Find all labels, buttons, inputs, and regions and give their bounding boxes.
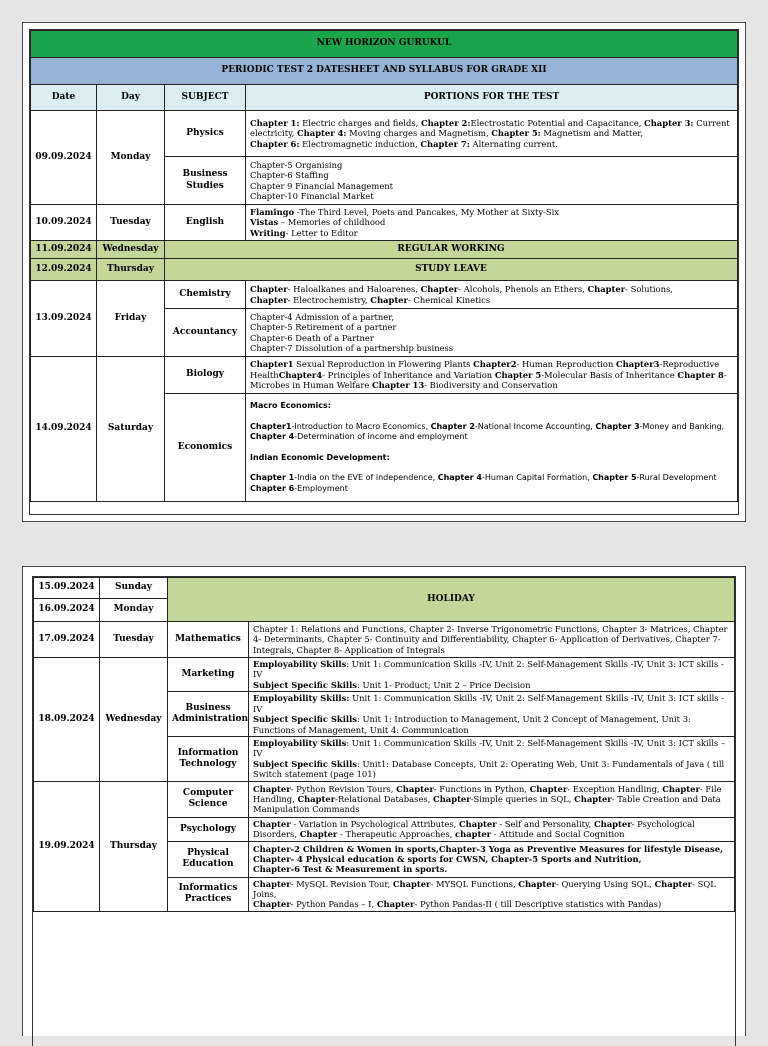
- table-row: [34, 658, 735, 692]
- row-day: Saturday: [97, 357, 165, 502]
- header-subject: SUBJECT: [165, 85, 246, 111]
- table-row: [31, 281, 738, 309]
- table-row: [31, 241, 738, 259]
- subject-biology: Biology: [165, 357, 246, 394]
- table-row: [31, 357, 738, 394]
- table-row: [31, 205, 738, 241]
- row-date: 13.09.2024: [31, 281, 97, 357]
- row-day: Monday: [97, 111, 165, 205]
- portion-physics: Chapter 1: Electric charges and fields, Chapter 2:Electrostatic Potential and Capacitance, Chapter 3: Current electricity, Chapter 4: Moving charges and Magnetism, Chapter 5: Magnetism and Matter, Chapter 6: Electromagnetic induction, Chapter 7: Alternating current.: [246, 111, 738, 157]
- row-day: Monday: [100, 599, 168, 622]
- portion-informatics-practices: Chapter- MySQL Revision Tour, Chapter- MYSQL Functions, Chapter- Querying Using SQL, Chapter- SQL Joins, Chapter- Python Pandas – I, Chapter- Python Pandas-II ( till Descriptive statistics with Pandas): [249, 877, 735, 911]
- note-regular-working: REGULAR WORKING: [165, 241, 738, 259]
- row-date: 17.09.2024: [34, 622, 100, 658]
- portion-chemistry: Chapter- Haloalkanes and Haloarenes, Chapter- Alcohols, Phenols an Ethers, Chapter- Solutions, Chapter- Electrochemistry, Chapter- Chemical Kinetics: [246, 281, 738, 309]
- subject-computer-science: Computer Science: [168, 781, 249, 817]
- row-day: Friday: [97, 281, 165, 357]
- datesheet-table-1: [30, 30, 738, 502]
- row-day: Wednesday: [100, 658, 168, 782]
- portion-business-studies: Chapter-5 Organising Chapter-6 Staffing Chapter 9 Financial Management Chapter-10 Financial Market: [246, 157, 738, 205]
- subject-business-studies: Business Studies: [165, 157, 246, 205]
- row-date: 09.09.2024: [31, 111, 97, 205]
- school-name: NEW HORIZON GURUKUL: [31, 31, 738, 58]
- portion-english: Flamingo -The Third Level, Poets and Pancakes, My Mother at Sixty-Six Vistas – Memories of childhood Writing- Letter to Editor: [246, 205, 738, 241]
- portion-marketing: Employability Skills: Unit 1: Communication Skills -IV, Unit 2: Self-Management Skills -IV, Unit 3: ICT skills - IV Subject Specific Skills: Unit 1- Product; Unit 2 – Price Decision: [249, 658, 735, 692]
- subject-business-administration: Business Administration: [168, 692, 249, 737]
- subject-informatics-practices: Informatics Practices: [168, 877, 249, 911]
- note-study-leave: STUDY LEAVE: [165, 259, 738, 281]
- page-2: [22, 566, 746, 1036]
- subject-mathematics: Mathematics: [168, 622, 249, 658]
- row-date: 16.09.2024: [34, 599, 100, 622]
- subject-physical-education: Physical Education: [168, 841, 249, 877]
- subject-accountancy: Accountancy: [165, 309, 246, 357]
- table-row: [31, 259, 738, 281]
- row-date: 14.09.2024: [31, 357, 97, 502]
- header-date: Date: [31, 85, 97, 111]
- portion-information-technology: Employability Skills: Unit 1: Communication Skills -IV, Unit 2: Self-Management Skills -IV, Unit 3: ICT skills – IV Subject Specific Skills: Unit1: Database Concepts, Unit 2: Operating Web, Unit 3: Fundamentals of Java ( till Switch statement (page 101): [249, 736, 735, 781]
- document-title: PERIODIC TEST 2 DATESHEET AND SYLLABUS FOR GRADE XII: [31, 58, 738, 85]
- page-2-frame: [32, 576, 736, 1046]
- header-day: Day: [97, 85, 165, 111]
- table-row: [34, 578, 735, 599]
- subject-information-technology: Information Technology: [168, 736, 249, 781]
- row-date: 19.09.2024: [34, 781, 100, 911]
- row-day: Thursday: [100, 781, 168, 911]
- subject-psychology: Psychology: [168, 817, 249, 841]
- table-row: [34, 781, 735, 817]
- portion-business-administration: Employability Skills: Unit 1: Communication Skills -IV, Unit 2: Self-Management Skills -IV, Unit 3: ICT skills - IV Subject Specific Skills: Unit 1: Introduction to Management, Unit 2 Concept of Management, Unit 3: Functions of Management, Unit 4: Communication: [249, 692, 735, 737]
- row-date: 11.09.2024: [31, 241, 97, 259]
- row-day: Tuesday: [100, 622, 168, 658]
- subject-english: English: [165, 205, 246, 241]
- header-portions: PORTIONS FOR THE TEST: [246, 85, 738, 111]
- page-1-frame: [29, 29, 739, 515]
- subject-physics: Physics: [165, 111, 246, 157]
- table-row: [31, 111, 738, 157]
- subject-chemistry: Chemistry: [165, 281, 246, 309]
- note-holiday: HOLIDAY: [168, 578, 735, 622]
- portion-computer-science: Chapter- Python Revision Tours, Chapter- Functions in Python, Chapter- Exception Handling, Chapter- File Handling, Chapter-Relational Databases, Chapter-Simple queries in SQL, Chapter- Table Creation and Data Manipulation Commands: [249, 781, 735, 817]
- row-date: 15.09.2024: [34, 578, 100, 599]
- page-1: [22, 22, 746, 522]
- table-header: [31, 85, 738, 111]
- row-day: Tuesday: [97, 205, 165, 241]
- portion-physical-education: Chapter-2 Children & Women in sports,Chapter-3 Yoga as Preventive Measures for lifestyle Disease, Chapter- 4 Physical education & sports for CWSN, Chapter-5 Sports and Nutrition, Chapter-6 Test & Measurement in sports.: [249, 841, 735, 877]
- portion-economics: Macro Economics: Chapter1-Introduction to Macro Economics, Chapter 2-National Income Accounting, Chapter 3-Money and Banking, Chapter 4-Determination of income and employment Indian Economic Development: Chapter 1-India on the EVE of independence, Chapter 4-Human Capital Formation, Chapter 5-Rural Development Chapter 6-Employment: [246, 394, 738, 502]
- row-date: 10.09.2024: [31, 205, 97, 241]
- portion-accountancy: Chapter-4 Admission of a partner, Chapter-5 Retirement of a partner Chapter-6 Death of a Partner Chapter-7 Dissolution of a partnership business: [246, 309, 738, 357]
- datesheet-table-2: [33, 577, 735, 912]
- subject-economics: Economics: [165, 394, 246, 502]
- portion-psychology: Chapter - Variation in Psychological Attributes, Chapter - Self and Personality, Chapter- Psychological Disorders, Chapter - Therapeutic Approaches, chapter - Attitude and Social Cognition: [249, 817, 735, 841]
- row-day: Thursday: [97, 259, 165, 281]
- portion-mathematics: Chapter 1: Relations and Functions, Chapter 2- Inverse Trigonometric Functions, Chapter 3- Matrices, Chapter 4- Determinants, Chapter 5- Continuity and Differentiability, Chapter 6- Application of Derivatives, Chapter 7- Integrals, Chapter 8- Application of Integrals: [249, 622, 735, 658]
- row-date: 18.09.2024: [34, 658, 100, 782]
- row-day: Wednesday: [97, 241, 165, 259]
- row-day: Sunday: [100, 578, 168, 599]
- table-row: [34, 622, 735, 658]
- row-date: 12.09.2024: [31, 259, 97, 281]
- portion-biology: Chapter1 Sexual Reproduction in Flowering Plants Chapter2- Human Reproduction Chapter3-Reproductive HealthChapter4- Principles of Inheritance and Variation Chapter 5-Molecular Basis of Inheritance Chapter 8- Microbes in Human Welfare Chapter 13- Biodiversity and Conservation: [246, 357, 738, 394]
- subject-marketing: Marketing: [168, 658, 249, 692]
